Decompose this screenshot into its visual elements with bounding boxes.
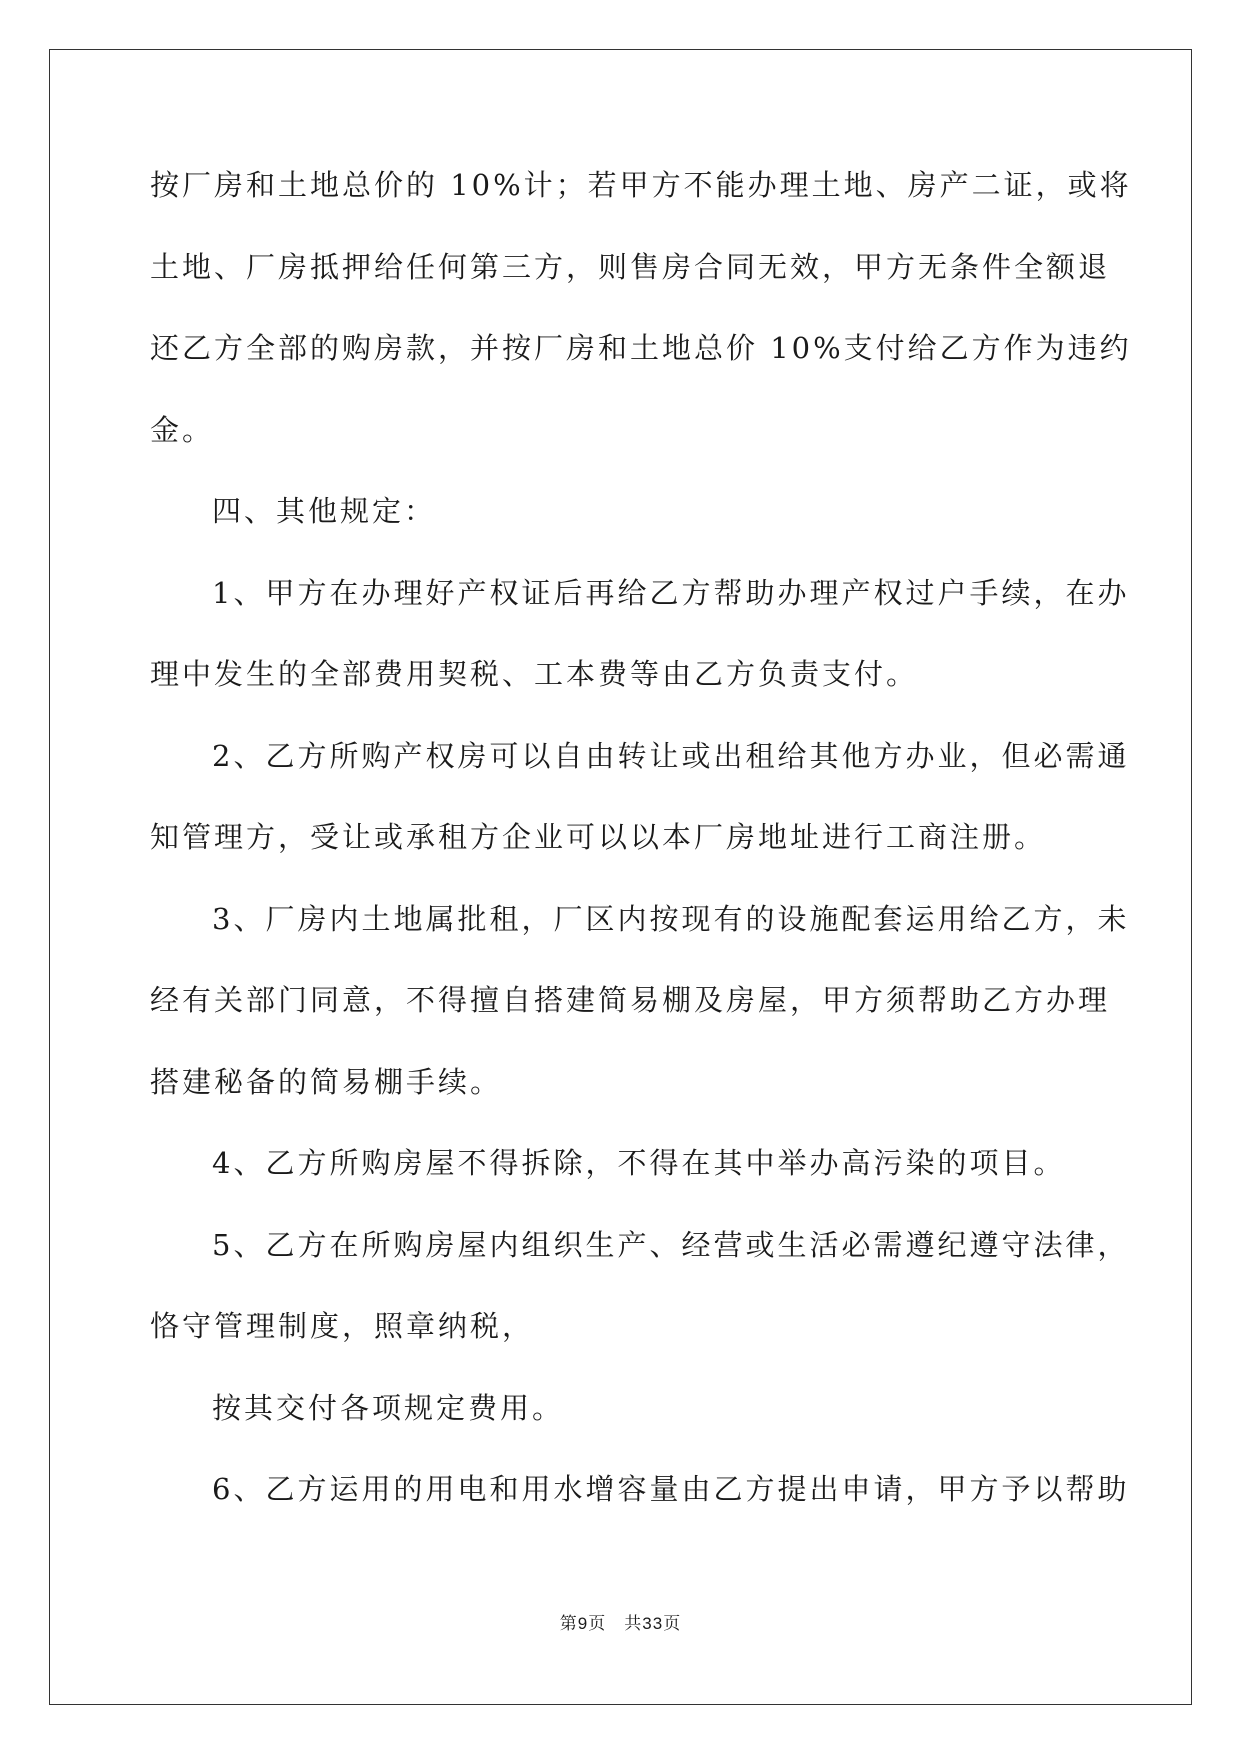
total-label-suffix: 页	[663, 1614, 682, 1634]
paragraph-line: 理中发生的全部费用契税、工本费等由乙方负责支付。	[150, 657, 919, 691]
paragraph-line: 金。	[150, 412, 215, 447]
paragraph-line: 4、乙方所购房屋不得拆除，不得在其中举办高污染的项目。	[212, 1146, 1066, 1180]
paragraph-line: 1、甲方在办理好产权证后再给乙方帮助办理产权过户手续，在办	[212, 575, 1130, 610]
total-label-prefix: 共	[624, 1614, 643, 1634]
page-label-prefix: 第	[559, 1614, 578, 1634]
paragraph-line: 还乙方全部的购房款，并按厂房和土地总价 10%支付给乙方作为违约	[150, 331, 1132, 365]
paragraph-line: 恪守管理制度，照章纳税，	[150, 1309, 535, 1343]
document-body	[150, 160, 1132, 1546]
paragraph-line: 知管理方，受让或承租方企业可以以本厂房地址进行工商注册。	[150, 820, 1047, 854]
paragraph-line: 按厂房和土地总价的 10%计；若甲方不能办理土地、房产二证，或将	[150, 168, 1132, 202]
section-heading: 四、其他规定：	[212, 494, 437, 528]
paragraph-line: 5、乙方在所购房屋内组织生产、经营或生活必需遵纪遵守法律，	[212, 1227, 1130, 1262]
paragraph-line: 2、乙方所购产权房可以自由转让或出租给其他方办业，但必需通	[212, 738, 1130, 773]
total-pages: 33	[642, 1614, 664, 1633]
page-footer	[0, 1609, 1241, 1634]
paragraph-line: 搭建秘备的简易棚手续。	[150, 1064, 503, 1099]
paragraph-line: 经有关部门同意，不得擅自搭建简易棚及房屋，甲方须帮助乙方办理	[150, 983, 1111, 1017]
paragraph-line: 土地、厂房抵押给任何第三方，则售房合同无效，甲方无条件全额退	[150, 249, 1111, 284]
paragraph-line: 3、厂房内土地属批租，厂区内按现有的设施配套运用给乙方，未	[212, 901, 1130, 936]
paragraph-line: 按其交付各项规定费用。	[212, 1390, 565, 1425]
paragraph-line: 6、乙方运用的用电和用水增容量由乙方提出申请，甲方予以帮助	[212, 1472, 1130, 1506]
page-number: 9	[577, 1614, 589, 1633]
page-label-suffix: 页	[588, 1614, 607, 1634]
